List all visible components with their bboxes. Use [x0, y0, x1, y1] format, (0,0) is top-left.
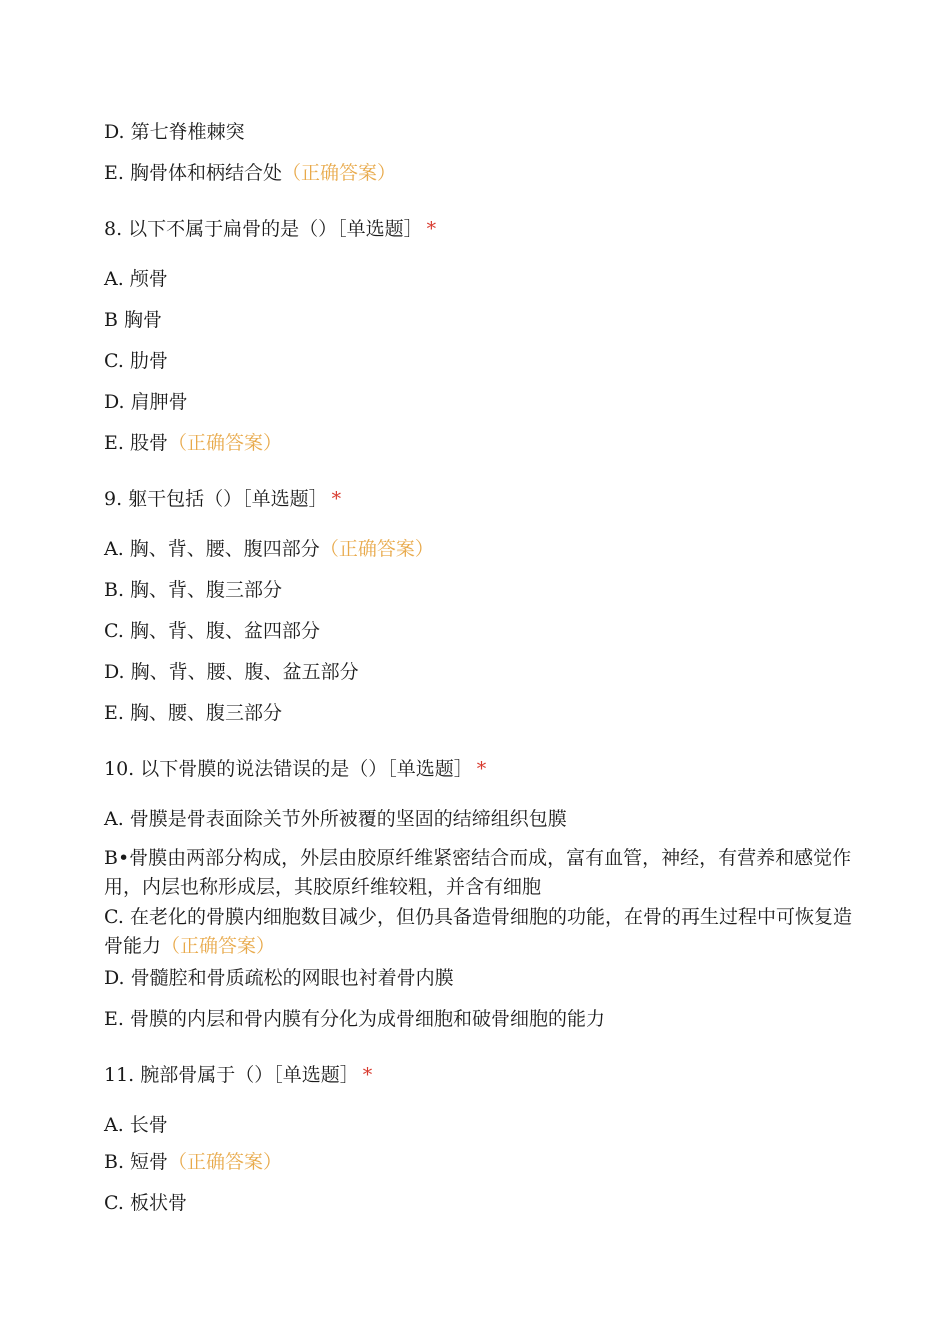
q8-option-b	[104, 306, 162, 334]
q7-option-d	[104, 118, 245, 146]
q10-option-c	[104, 903, 852, 961]
q9-option-b	[104, 576, 282, 604]
q9-option-d	[104, 658, 359, 686]
q8-option-e	[104, 429, 282, 457]
q8-required-mark: *	[426, 218, 437, 240]
q8-option-d-text: D. 肩胛骨	[104, 391, 188, 413]
q8-option-b-text: B 胸骨	[104, 309, 163, 331]
q7-option-d-text: D. 第七脊椎棘突	[104, 121, 245, 143]
q11-option-a	[104, 1111, 168, 1139]
q9-option-a	[104, 535, 434, 563]
q8-option-d	[104, 388, 188, 416]
q10-title	[104, 755, 486, 783]
q11-option-c	[104, 1189, 187, 1217]
q9-option-c-text: C. 胸、背、腹、盆四部分	[104, 620, 320, 642]
q8-option-a-text: A. 颅骨	[104, 268, 168, 290]
q9-option-e	[104, 699, 282, 727]
q11-title-text: 11. 腕部骨属于（）［单选题］	[104, 1064, 359, 1086]
q8-option-a	[104, 265, 168, 293]
q10-option-e-text: E. 骨膜的内层和骨内膜有分化为成骨细胞和破骨细胞的能力	[104, 1008, 605, 1030]
q10-required-mark: *	[476, 758, 487, 780]
q8-title-text: 8. 以下不属于扁骨的是（）［单选题］	[104, 218, 423, 240]
q7-correct-answer-label: （正确答案）	[281, 162, 396, 184]
q9-option-a-text: A. 胸、背、腰、腹四部分	[104, 538, 320, 560]
q9-option-c	[104, 617, 320, 645]
q10-option-d-text: D. 骨髓腔和骨质疏松的网眼也衬着骨内膜	[104, 967, 454, 989]
q8-option-e-text: E. 股骨	[104, 432, 168, 454]
q11-correct-answer-label: （正确答案）	[168, 1151, 283, 1173]
q10-option-a	[104, 805, 567, 833]
q10-option-c-text: C. 在老化的骨膜内细胞数目减少，但仍具备造骨细胞的功能，在骨的再生过程中可恢复造骨能力	[104, 906, 852, 957]
q7-option-e-text: E. 胸骨体和柄结合处	[104, 162, 282, 184]
q9-option-b-text: B. 胸、背、腹三部分	[104, 579, 283, 601]
q11-option-c-text: C. 板状骨	[104, 1192, 187, 1214]
q9-correct-answer-label: （正确答案）	[319, 538, 434, 560]
q8-correct-answer-label: （正确答案）	[167, 432, 282, 454]
q9-option-e-text: E. 胸、腰、腹三部分	[104, 702, 282, 724]
q9-required-mark: *	[331, 488, 342, 510]
q11-option-b	[104, 1148, 282, 1176]
q10-option-b	[104, 844, 852, 902]
q9-title-text: 9. 躯干包括（）［单选题］	[104, 488, 328, 510]
q11-title	[104, 1061, 372, 1089]
q8-option-c-text: C. 肋骨	[104, 350, 168, 372]
q8-option-c	[104, 347, 168, 375]
q10-option-b-text: B•骨膜由两部分构成，外层由胶原纤维紧密结合而成，富有血管，神经，有营养和感觉作用，内层也称形成层，其胶原纤维较粗，并含有细胞	[104, 847, 852, 898]
q10-correct-answer-label: （正确答案）	[161, 935, 276, 957]
q11-option-b-text: B. 短骨	[104, 1151, 169, 1173]
q10-option-a-text: A. 骨膜是骨表面除关节外所被覆的坚固的结缔组织包膜	[104, 808, 567, 830]
q10-option-e	[104, 1005, 605, 1033]
q10-title-text: 10. 以下骨膜的说法错误的是（）［单选题］	[104, 758, 473, 780]
q8-title	[104, 215, 436, 243]
q11-required-mark: *	[362, 1064, 373, 1086]
q9-title	[104, 485, 341, 513]
q11-option-a-text: A. 长骨	[104, 1114, 168, 1136]
q9-option-d-text: D. 胸、背、腰、腹、盆五部分	[104, 661, 359, 683]
q10-option-d	[104, 964, 454, 992]
q7-option-e	[104, 159, 396, 187]
